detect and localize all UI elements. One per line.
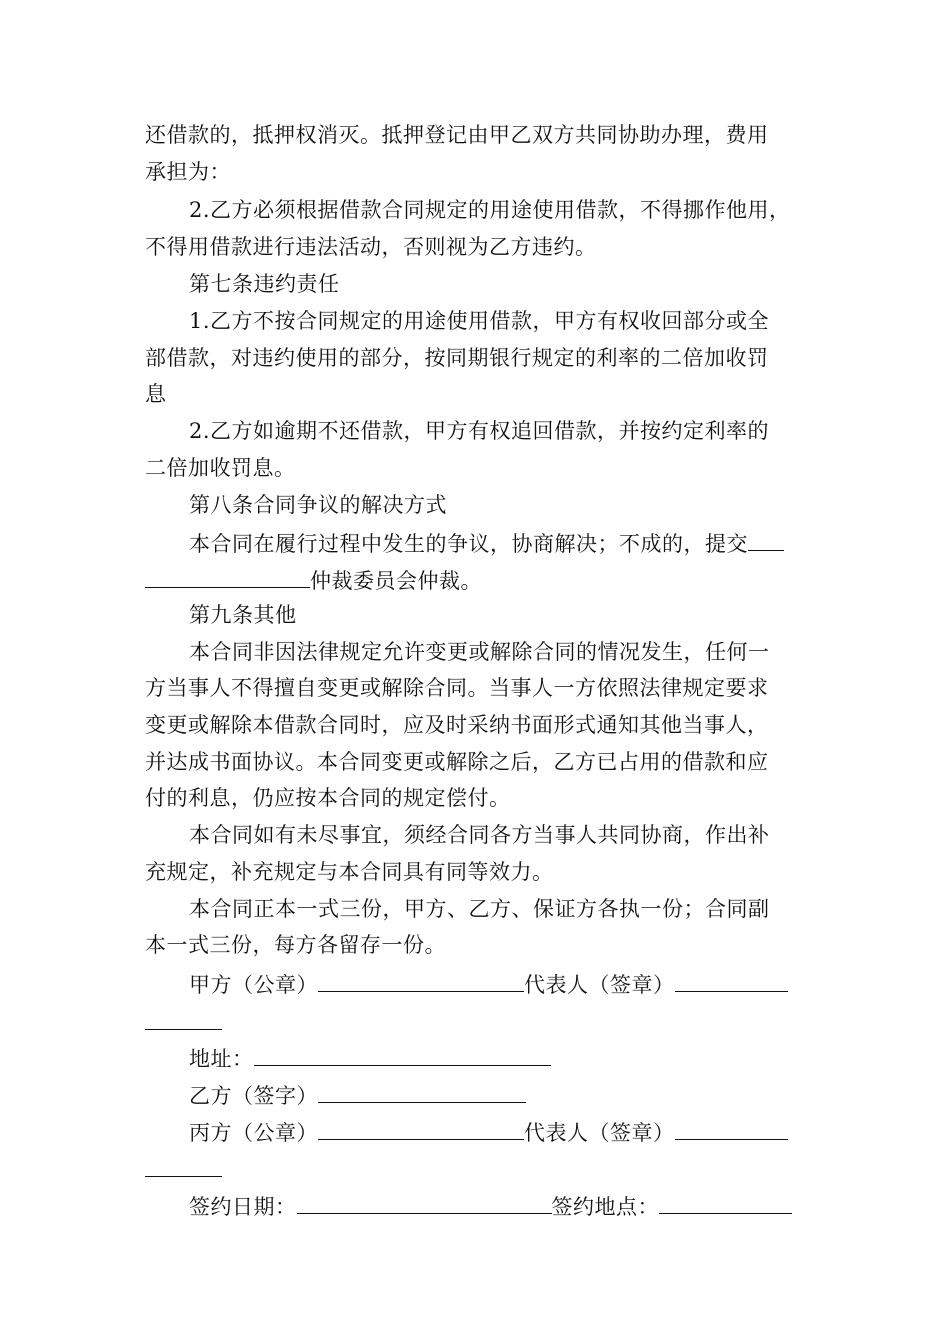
paragraph-line: 不得用借款进行违法活动，否则视为乙方违约。 (145, 235, 597, 259)
paragraph-line: 变更或解除本借款合同时，应及时采纳书面形式通知其他当事人， (145, 713, 769, 737)
paragraph-line: 付的利息，仍应按本合同的规定偿付。 (145, 786, 511, 810)
party-b-label: 乙方（签字） (189, 1084, 318, 1108)
representative-label: 代表人（签章） (524, 1121, 675, 1145)
representative-signature-blank-continued[interactable] (145, 1005, 222, 1030)
paragraph-line: 本合同如有未尽事宜，须经合同各方当事人共同协商，作出补 (189, 823, 770, 847)
paragraph-line: 方当事人不得擅自变更或解除合同。当事人一方依照法律规定要求 (145, 676, 769, 700)
representative-signature-blank-continued[interactable] (145, 1152, 222, 1177)
signing-date-label: 签约日期： (189, 1195, 297, 1219)
paragraph-line: 本一式三份，每方各留存一份。 (145, 933, 446, 957)
paragraph-line: 1.乙方不按合同规定的用途使用借款，甲方有权收回部分或全 (189, 309, 770, 333)
paragraph-text: 仲裁委员会仲裁。 (310, 569, 482, 593)
date-place-row (189, 1189, 792, 1222)
paragraph-line: 本合同正本一式三份，甲方、乙方、保证方各执一份；合同副 (189, 897, 770, 921)
party-c-row (189, 1115, 788, 1148)
paragraph-line: 息 (145, 382, 167, 406)
section-heading: 第八条合同争议的解决方式 (189, 493, 447, 517)
continuation-row (145, 1005, 810, 1038)
paragraph-line: 部借款，对违约使用的部分，按同期银行规定的利率的二倍加收罚 (145, 346, 769, 370)
representative-label: 代表人（签章） (524, 973, 675, 997)
party-a-label: 甲方（公章） (189, 973, 318, 997)
party-b-signature-blank[interactable] (318, 1078, 526, 1103)
representative-signature-blank[interactable] (675, 967, 788, 992)
section-heading: 第七条违约责任 (189, 272, 340, 296)
paragraph-line: 2.乙方如逾期不还借款，甲方有权追回借款，并按约定利率的 (189, 419, 770, 443)
section-heading: 第九条其他 (189, 603, 297, 627)
paragraph-line-with-blank (145, 563, 810, 596)
paragraph-line: 还借款的，抵押权消灭。抵押登记由甲乙双方共同协助办理，费用 (145, 123, 769, 147)
party-c-label: 丙方（公章） (189, 1121, 318, 1145)
signing-place-label: 签约地点： (551, 1195, 659, 1219)
signing-date-blank[interactable] (297, 1189, 552, 1214)
party-c-seal-blank[interactable] (318, 1115, 524, 1140)
signing-place-blank[interactable] (659, 1189, 792, 1214)
paragraph-line: 本合同非因法律规定允许变更或解除合同的情况发生，任何一 (189, 640, 770, 664)
address-label: 地址： (189, 1047, 254, 1071)
paragraph-line: 充规定，补充规定与本合同具有同等效力。 (145, 860, 554, 884)
continuation-row (145, 1152, 810, 1185)
paragraph-line: 2.乙方必须根据借款合同规定的用途使用借款，不得挪作他用， (189, 198, 791, 222)
address-blank[interactable] (254, 1041, 551, 1066)
paragraph-line: 二倍加收罚息。 (145, 456, 296, 480)
paragraph-line: 承担为： (145, 160, 231, 184)
paragraph-line: 并达成书面协议。本合同变更或解除之后，乙方已占用的借款和应 (145, 750, 769, 774)
representative-signature-blank[interactable] (675, 1115, 788, 1140)
fill-in-blank[interactable] (145, 563, 310, 588)
party-b-row (189, 1078, 526, 1111)
fill-in-blank[interactable] (748, 526, 784, 551)
address-row (189, 1041, 551, 1074)
paragraph-text: 本合同在履行过程中发生的争议，协商解决；不成的，提交 (189, 532, 748, 556)
party-a-seal-blank[interactable] (318, 967, 524, 992)
paragraph-line-with-blank (189, 526, 810, 559)
party-a-row (189, 967, 788, 1000)
